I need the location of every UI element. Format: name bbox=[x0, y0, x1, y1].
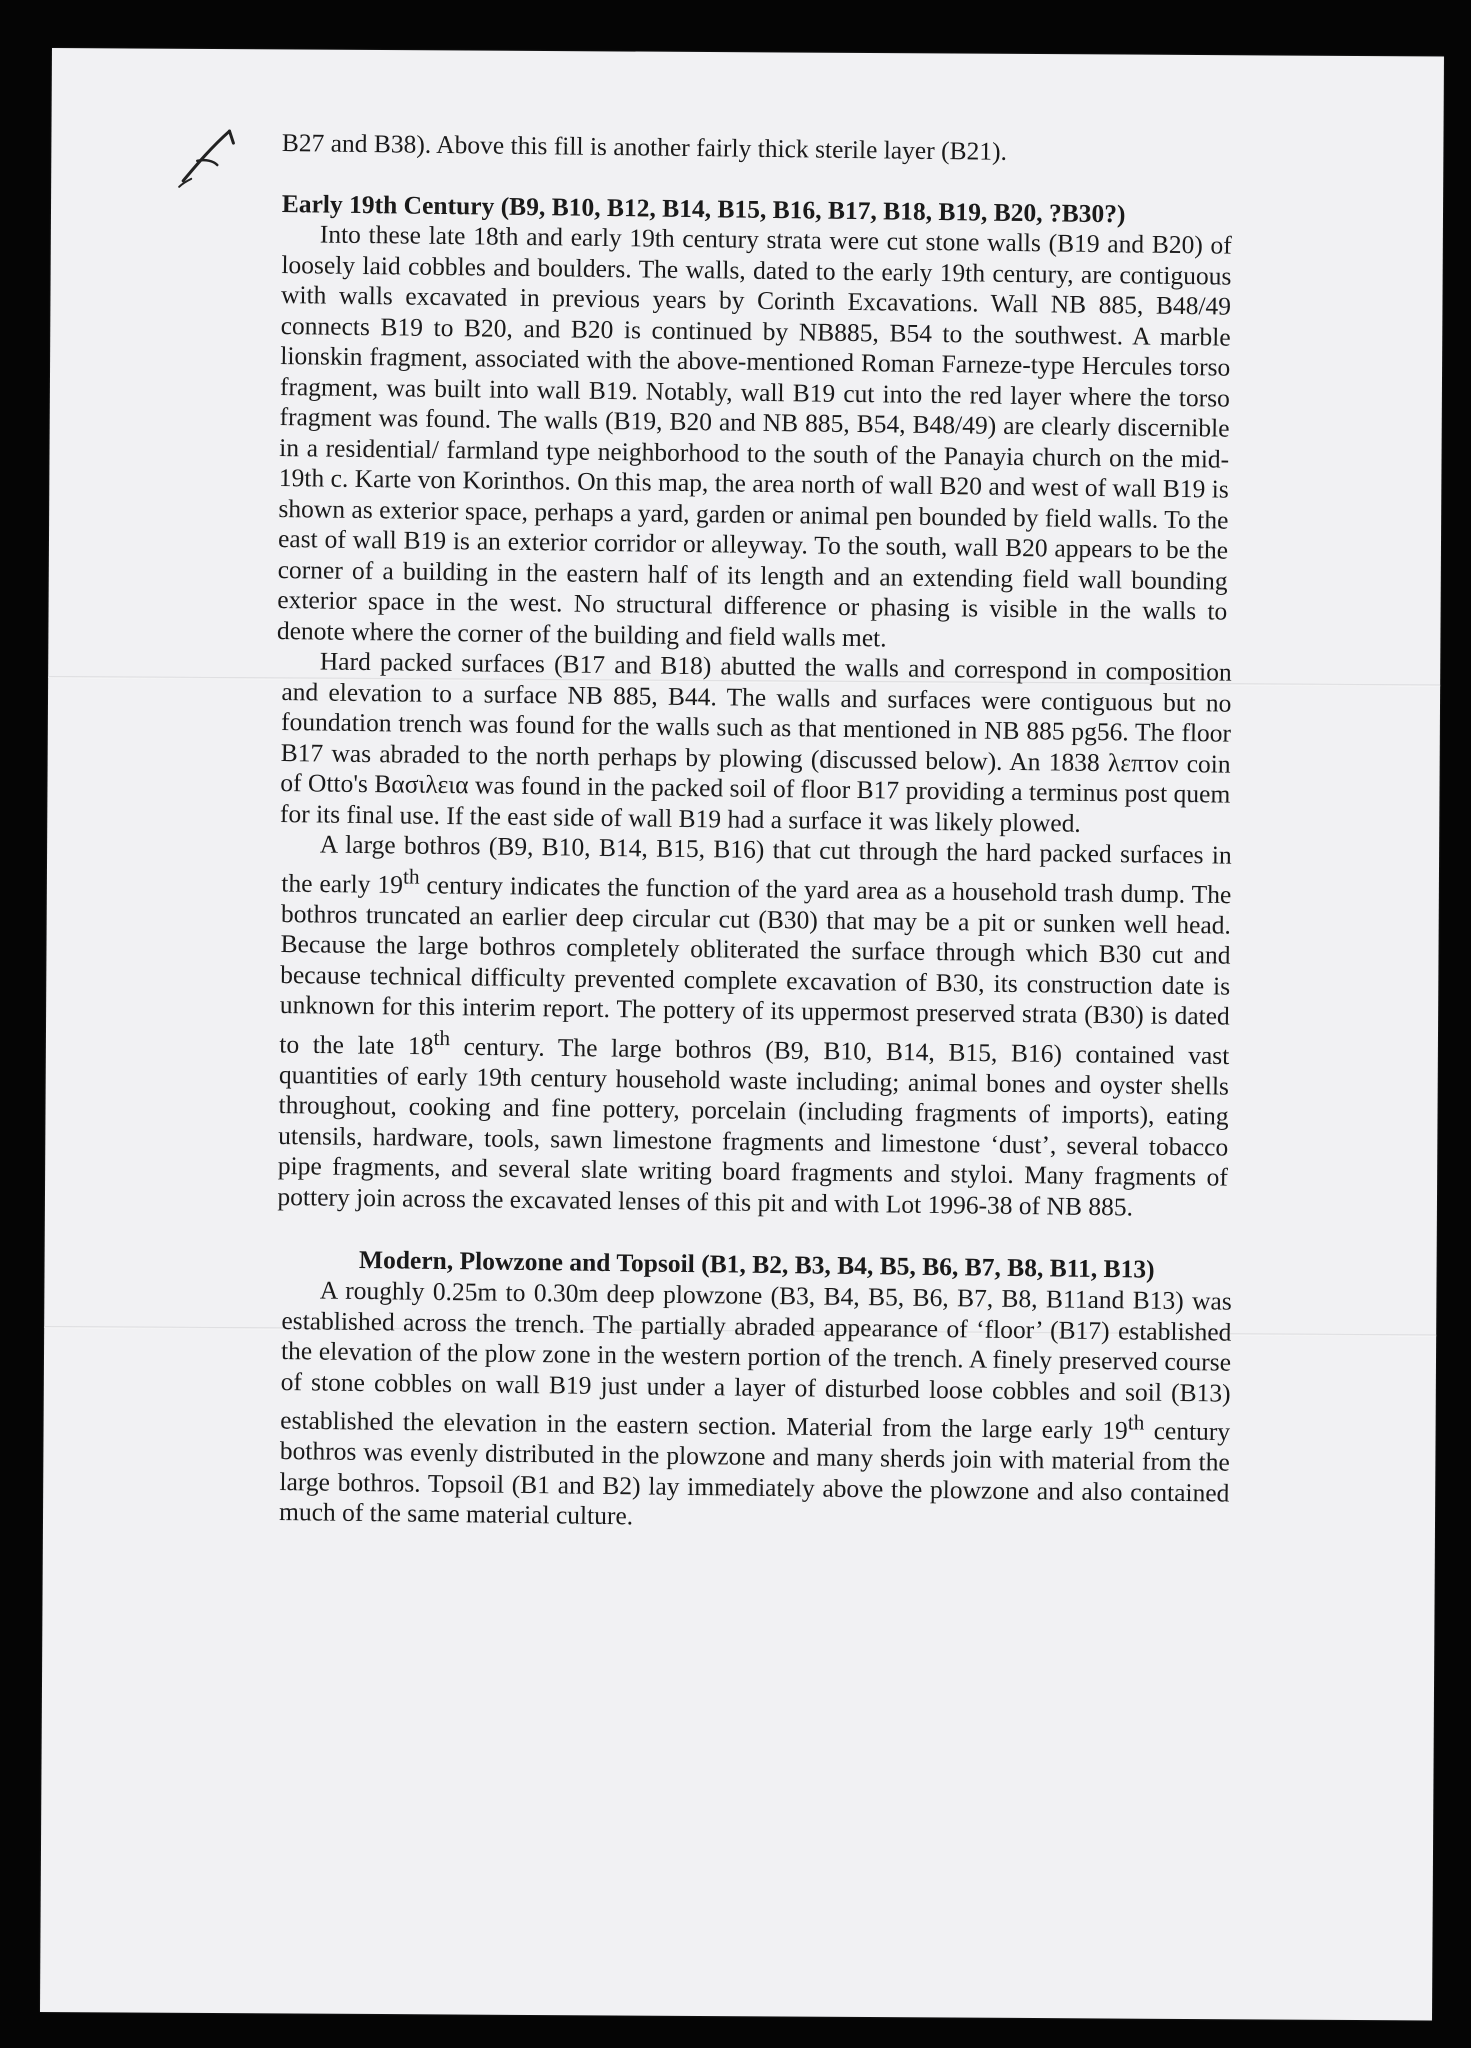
superscript: th bbox=[1127, 1409, 1145, 1435]
intro-paragraph: B27 and B38). Above this fill is another fairly thick sterile layer (B21). bbox=[281, 128, 1008, 166]
paragraph bbox=[277, 829, 1232, 1224]
handwritten-mark-icon bbox=[169, 121, 249, 201]
paragraph-text: century bothros was evenly distributed in the plowzone and many sherds join with material from the large bothros. Topsoil (B1 and B2) lay immediately above the plowzone and also contained much of the same material culture. bbox=[278, 1415, 1231, 1530]
section-heading-modern-plowzone-topsoil: Modern, Plowzone and Topsoil (B1, B2, B3, B4, B5, B6, B7, B8, B11, B13) bbox=[358, 1244, 1155, 1284]
paragraph: Hard packed surfaces (B17 and B18) abutted the walls and correspond in composition and elevation to a surface NB 885, B44. The walls and surfaces were contiguous but no foundation trench was found for the walls such as that mentioned in NB 885 pg56. The floor B17 was abraded to the north perhaps by plowing (discussed below). An 1838 λεπτον coin of Otto's Βασιλεια was found in the packed soil of floor B17 providing a terminus post quem for its final use. If the east side of wall B19 had a surface it was likely plowed. bbox=[279, 646, 1232, 838]
paragraph-text: century. The large bothros (B9, B10, B14, B15, B16) contained vast quantities of early 19th century household waste including; animal bones and oyster shells throughout, cooking and fine pottery, porcelain (including fragments of imports), eating utensils, hardware, tools, sawn limestone fragments and limestone ‘dust’, several tobacco pipe fragments, and several slate writing board fragments and styloi. Many fragments of pottery join across the excavated lenses of this pit and with Lot 1996-38 of NB 885. bbox=[277, 1031, 1230, 1221]
document-text bbox=[276, 128, 1232, 1530]
paragraph-text: A large bothros (B9, B10, B14, B15, B16) that cut through the hard packed surfaces in the early 19 bbox=[281, 829, 1232, 899]
paragraph-text: century indicates the function of the yard area as a household trash dump. The bothros truncated an earlier deep circular cut (B30) that may be a pit or sunken well head. Because the large bothros completely obliterated the surface through which B30 cut and because technical difficulty prevented complete excavation of B30, its construction date is unknown for this interim report. The pottery of its uppermost preserved strata (B30) is dated to the late 18 bbox=[279, 869, 1232, 1060]
paragraph-text: A roughly 0.25m to 0.30m deep plowzone (B3, B4, B5, B6, B7, B8, B11and B13) was established across the trench. The partially abraded appearance of ‘floor’ (B17) established the elevation of the plow zone in the western portion of the trench. A finely preserved course of stone cobbles on wall B19 just under a layer of disturbed loose cobbles and soil (B13) established the elevation in the eastern section. Material from the large early 19 bbox=[280, 1274, 1232, 1445]
paragraph: Into these late 18th and early 19th century strata were cut stone walls (B19 and B20) of loosely laid cobbles and boulders. The walls, dated to the early 19th century, are contiguous with walls excavated in previous years by Corinth Excavations. Wall NB 885, B48/49 connects B19 to B20, and B20 is continued by NB885, B54 to the southwest. A marble lionskin fragment, associated with the above-mentioned Roman Farneze-type Hercules torso fragment, was built into wall B19. Notably, wall B19 cut into the red layer where the torso fragment was found. The walls (B19, B20 and NB 885, B54, B48/49) are clearly discernible in a residential/ farmland type neighborhood to the south of the Panayia church on the mid-19th c. Karte von Korinthos. On this map, the area north of wall B20 and west of wall B19 is shown as exterior space, perhaps a yard, garden or animal pen bounded by field walls. To the east of wall B19 is an exterior corridor or alleyway. To the south, wall B20 appears to be the corner of a building in the eastern half of its length and an extending field wall bounding exterior space in the west. No structural difference or phasing is visible in the walls to denote where the corner of the building and field walls met. bbox=[276, 219, 1232, 652]
section-heading-early-19th-century: Early 19th Century (B9, B10, B12, B14, B15, B16, B17, B18, B19, B20, ?B30?) bbox=[281, 188, 1126, 228]
superscript: th bbox=[402, 863, 420, 889]
paragraph bbox=[279, 1275, 1232, 1539]
superscript: th bbox=[433, 1025, 451, 1050]
